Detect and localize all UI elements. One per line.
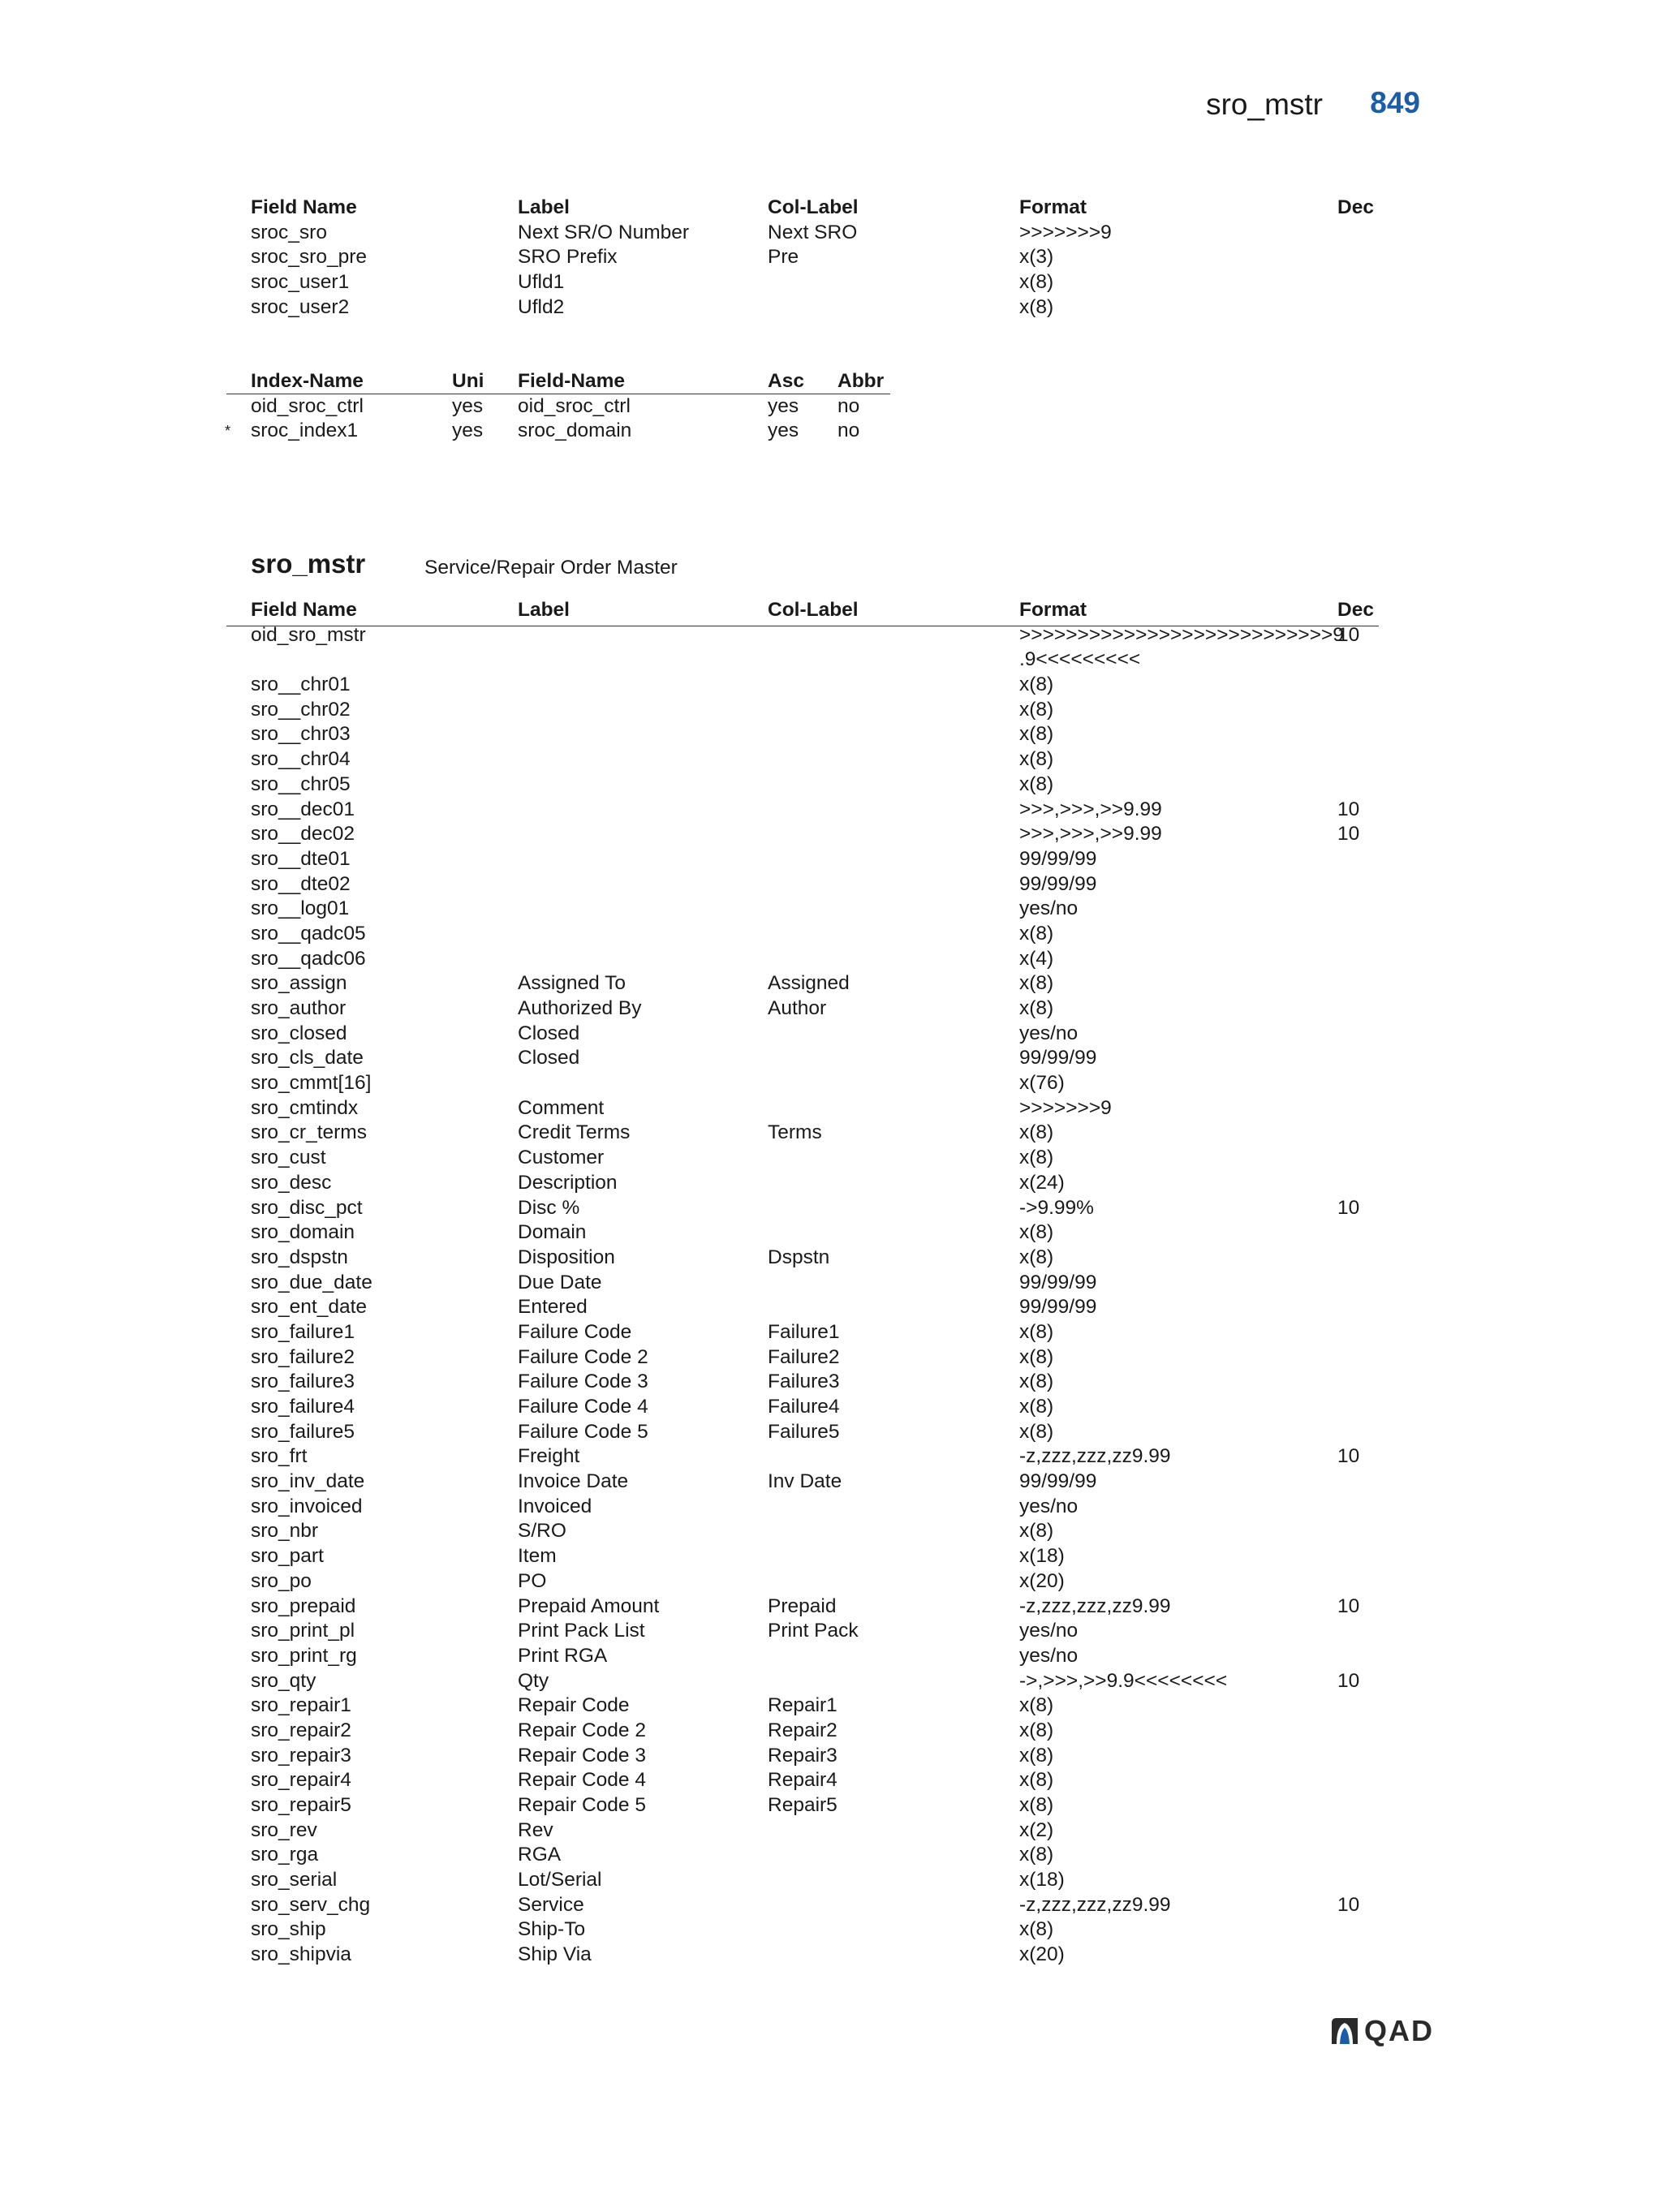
table-row: [0, 1693, 1662, 1719]
cell-uni: yes: [452, 420, 484, 442]
cell-format: x(8): [1019, 1719, 1054, 1741]
cell-col-label: Repair1: [768, 1694, 837, 1717]
cell-format: yes/no: [1019, 897, 1079, 920]
table-row: [0, 221, 1662, 246]
table-row: [0, 798, 1662, 823]
sroc-fields-table: [0, 196, 1662, 320]
cell-label: Lot/Serial: [518, 1869, 602, 1891]
cell-format: x(8): [1019, 1844, 1054, 1866]
cell-field-name: sro_repair2: [251, 1719, 351, 1741]
col-header-field-name: Field-Name: [518, 370, 626, 392]
table-row: [0, 245, 1662, 270]
table-row: [0, 1594, 1662, 1620]
cell-format: x(8): [1019, 1918, 1054, 1941]
cell-field-name: sro__log01: [251, 897, 350, 920]
logo-text: QAD: [1364, 2014, 1434, 2047]
table-row: [0, 1843, 1662, 1868]
cell-field-name: sro_desc: [251, 1171, 332, 1194]
cell-uni: yes: [452, 394, 484, 417]
cell-dec: 10: [1337, 623, 1360, 646]
cell-col-label: Failure1: [768, 1320, 840, 1343]
cell-col-label: Assigned: [768, 972, 850, 995]
cell-col-label: Failure2: [768, 1345, 840, 1368]
table-row: [0, 1370, 1662, 1395]
cell-format: ->,>>>,>>9.9<<<<<<<<: [1019, 1669, 1228, 1692]
cell-label: PO: [518, 1569, 547, 1592]
cell-field-name: sro__chr02: [251, 698, 351, 721]
table-header-row: [0, 196, 1662, 221]
cell-field-name: sro_frt: [251, 1445, 308, 1468]
cell-field-name: sro_dspstn: [251, 1246, 348, 1268]
cell-label: Disposition: [518, 1246, 615, 1268]
cell-field-name: sro__chr03: [251, 723, 351, 746]
col-header-label: Label: [518, 599, 570, 621]
cell-label: Failure Code 5: [518, 1420, 648, 1443]
cell-format: >>>>>>>9: [1019, 1096, 1112, 1119]
cell-label: SRO Prefix: [518, 246, 618, 269]
table-row: [0, 1444, 1662, 1470]
cell-field-name: sro_ship: [251, 1918, 326, 1941]
cell-format: x(8): [1019, 1396, 1054, 1418]
cell-col-label: Inv Date: [768, 1470, 842, 1493]
cell-field-name: sro_repair3: [251, 1744, 351, 1767]
cell-field-name: sro_ent_date: [251, 1296, 368, 1319]
cell-format: >>>>>>>>>>>>>>>>>>>>>>>>>>>9: [1019, 623, 1344, 646]
cell-field-name: sro_cmmt[16]: [251, 1072, 372, 1095]
table-row: [0, 1818, 1662, 1844]
cell-field-name: sro__dte02: [251, 872, 351, 895]
cell-field-name: sroc_sro_pre: [251, 246, 367, 269]
cell-format: x(2): [1019, 1818, 1054, 1841]
table-row: [0, 822, 1662, 847]
cell-field-name: sro_prepaid: [251, 1594, 356, 1617]
cell-dec: 10: [1337, 823, 1360, 846]
cell-label: Authorized By: [518, 997, 642, 1019]
cell-format: x(20): [1019, 1569, 1065, 1592]
cell-format: x(8): [1019, 1694, 1054, 1717]
cell-field-name: oid_sro_mstr: [251, 623, 366, 646]
cell-format: yes/no: [1019, 1495, 1079, 1517]
table-row: [0, 1868, 1662, 1893]
cell-field-name: sro_failure1: [251, 1320, 355, 1343]
table-row: [0, 1071, 1662, 1096]
cell-col-label: Repair5: [768, 1794, 837, 1816]
cell-format: 99/99/99: [1019, 1470, 1097, 1493]
table-row: [0, 1320, 1662, 1345]
cell-format: x(8): [1019, 1246, 1054, 1268]
cell-field-name: sro_serial: [251, 1869, 338, 1891]
cell-field-name: sro_repair1: [251, 1694, 351, 1717]
table-row: [0, 1171, 1662, 1196]
cell-field-name: sroc_user1: [251, 271, 350, 294]
cell-label: Repair Code: [518, 1694, 630, 1717]
col-header-col-label: Col-Label: [768, 599, 859, 621]
table-row: [0, 1619, 1662, 1644]
cell-label: Ufld2: [518, 295, 565, 318]
cell-label: Ufld1: [518, 271, 565, 294]
table-row: [0, 971, 1662, 996]
cell-format: yes/no: [1019, 1022, 1079, 1044]
table-row: [0, 295, 1662, 321]
cell-field-name: sro_print_rg: [251, 1644, 357, 1667]
cell-format: 99/99/99: [1019, 872, 1097, 895]
cell-label: Customer: [518, 1147, 605, 1169]
table-row: [0, 673, 1662, 698]
cell-format: x(8): [1019, 972, 1054, 995]
cell-col-label: Terms: [768, 1121, 822, 1144]
table-row: [0, 847, 1662, 872]
cell-field-name: sro__dte01: [251, 847, 351, 870]
cell-index-name: oid_sroc_ctrl: [251, 394, 364, 417]
table-row: [0, 1420, 1662, 1445]
cell-format: x(8): [1019, 1744, 1054, 1767]
cell-col-label: Failure5: [768, 1420, 840, 1443]
cell-field-name: sroc_user2: [251, 295, 350, 318]
table-description: Service/Repair Order Master: [424, 557, 678, 579]
cell-field-name: sro_print_pl: [251, 1620, 355, 1642]
col-header-dec: Dec: [1337, 599, 1374, 621]
cell-format: 99/99/99: [1019, 847, 1097, 870]
cell-field-name: sro_cr_terms: [251, 1121, 367, 1144]
cell-label: Description: [518, 1171, 618, 1194]
cell-format: x(18): [1019, 1545, 1065, 1568]
qad-logo: [1328, 2014, 1449, 2048]
running-head-table-name: sro_mstr: [1206, 88, 1323, 121]
cell-format: x(8): [1019, 748, 1054, 771]
cell-field-name: sro_invoiced: [251, 1495, 363, 1517]
cell-field-name: sro_serv_chg: [251, 1893, 371, 1916]
cell-field-name: sro_failure4: [251, 1396, 355, 1418]
table-row: [0, 1744, 1662, 1769]
cell-col-label: Print Pack: [768, 1620, 859, 1642]
table-row: [0, 623, 1662, 648]
cell-col-label: Failure3: [768, 1371, 840, 1393]
cell-label: Freight: [518, 1445, 580, 1468]
table-row: [0, 1470, 1662, 1495]
cell-field-name: sro_repair5: [251, 1794, 351, 1816]
col-header-uni: Uni: [452, 370, 484, 392]
cell-label: Invoiced: [518, 1495, 592, 1517]
table-row: [0, 1022, 1662, 1047]
table-row: [0, 1246, 1662, 1271]
cell-field-name: sro_assign: [251, 972, 347, 995]
sro-mstr-fields-table: [0, 598, 1662, 1968]
cell-field-name: sro_closed: [251, 1022, 347, 1044]
cell-format: >>>,>>>,>>9.99: [1019, 823, 1162, 846]
cell-format: -z,zzz,zzz,zz9.99: [1019, 1594, 1171, 1617]
cell-format: x(4): [1019, 947, 1054, 970]
cell-format: x(8): [1019, 698, 1054, 721]
cell-field-name: sro_part: [251, 1545, 324, 1568]
table-row: [0, 1669, 1662, 1694]
cell-format: x(8): [1019, 1345, 1054, 1368]
cell-format-continuation: .9<<<<<<<<<: [1019, 648, 1141, 671]
cell-field-name: sro__qadc06: [251, 947, 366, 970]
cell-col-label: Prepaid: [768, 1594, 837, 1617]
cell-field-name: sro_rev: [251, 1818, 317, 1841]
cell-format: x(24): [1019, 1171, 1065, 1194]
cell-dec: 10: [1337, 1669, 1360, 1692]
index-table: [0, 369, 1662, 444]
cell-field-name: sro_repair4: [251, 1769, 351, 1792]
cell-label: Ship-To: [518, 1918, 586, 1941]
cell-format: x(8): [1019, 271, 1054, 294]
cell-col-label: Next SRO: [768, 221, 858, 243]
cell-field-name: sro_rga: [251, 1844, 319, 1866]
cell-field-name: sro_cls_date: [251, 1047, 364, 1069]
cell-field-name: sro__chr01: [251, 673, 351, 696]
cell-format: x(20): [1019, 1943, 1065, 1966]
cell-field-name: sro_cmtindx: [251, 1096, 359, 1119]
index-row: [0, 394, 1662, 420]
cell-label: Domain: [518, 1221, 587, 1244]
cell-field-name: sro__qadc05: [251, 922, 366, 945]
cell-label: Closed: [518, 1047, 580, 1069]
cell-field-name: sro_disc_pct: [251, 1196, 363, 1219]
cell-label: Item: [518, 1545, 557, 1568]
cell-format: >>>,>>>,>>9.99: [1019, 798, 1162, 820]
cell-format: x(8): [1019, 772, 1054, 795]
table-row: [0, 1719, 1662, 1744]
cell-label: Service: [518, 1893, 584, 1916]
cell-field-name: sro_failure2: [251, 1345, 355, 1368]
table-row: [0, 1121, 1662, 1146]
cell-label: Repair Code 3: [518, 1744, 646, 1767]
cell-field-name: sro_failure5: [251, 1420, 355, 1443]
table-row: [0, 1295, 1662, 1320]
table-row: [0, 698, 1662, 723]
cell-label: Due Date: [518, 1271, 602, 1293]
cell-format: yes/no: [1019, 1620, 1079, 1642]
cell-field-name: sroc_sro: [251, 221, 327, 243]
cell-format: x(8): [1019, 1221, 1054, 1244]
col-header-field-name: Field Name: [251, 196, 357, 218]
cell-label: Repair Code 2: [518, 1719, 646, 1741]
table-row: [0, 747, 1662, 772]
cell-col-label: Pre: [768, 246, 799, 269]
cell-field-name: oid_sroc_ctrl: [518, 394, 631, 417]
cell-format: x(8): [1019, 1147, 1054, 1169]
cell-format: x(8): [1019, 673, 1054, 696]
table-row: [0, 1271, 1662, 1296]
table-row: [0, 1544, 1662, 1569]
table-row: [0, 947, 1662, 972]
cell-field-name: sro_qty: [251, 1669, 316, 1692]
table-header-row: [0, 598, 1662, 623]
cell-field-name: sroc_domain: [518, 420, 632, 442]
cell-label: Repair Code 5: [518, 1794, 646, 1816]
cell-format: x(3): [1019, 246, 1054, 269]
table-row: [0, 722, 1662, 747]
page-number: 849: [1370, 86, 1420, 119]
col-header-dec: Dec: [1337, 196, 1374, 218]
table-row: [0, 897, 1662, 922]
cell-label: Prepaid Amount: [518, 1594, 660, 1617]
table-row: [0, 872, 1662, 897]
cell-col-label: Repair4: [768, 1769, 837, 1792]
col-header-format: Format: [1019, 196, 1087, 218]
table-row: [0, 1893, 1662, 1918]
table-row: [0, 1146, 1662, 1171]
cell-format: x(76): [1019, 1072, 1065, 1095]
cell-col-label: Repair2: [768, 1719, 837, 1741]
col-header-col-label: Col-Label: [768, 196, 859, 218]
cell-format: 99/99/99: [1019, 1296, 1097, 1319]
cell-label: Comment: [518, 1096, 605, 1119]
cell-field-name: sro__chr05: [251, 772, 351, 795]
cell-field-name: sro_shipvia: [251, 1943, 351, 1966]
cell-dec: 10: [1337, 798, 1360, 820]
cell-dec: 10: [1337, 1893, 1360, 1916]
cell-label: RGA: [518, 1844, 562, 1866]
cell-field-name: sro_failure3: [251, 1371, 355, 1393]
cell-label: Repair Code 4: [518, 1769, 646, 1792]
table-row: [0, 1220, 1662, 1246]
table-row: [0, 1046, 1662, 1071]
cell-format: x(8): [1019, 1520, 1054, 1543]
cell-abbr: no: [837, 420, 860, 442]
cell-label: Assigned To: [518, 972, 626, 995]
index-header-row: [0, 369, 1662, 394]
table-row-continuation: [0, 648, 1662, 673]
cell-col-label: Repair3: [768, 1744, 837, 1767]
cell-label: Ship Via: [518, 1943, 592, 1966]
cell-field-name: sro_po: [251, 1569, 312, 1592]
table-row: [0, 996, 1662, 1022]
cell-format: 99/99/99: [1019, 1047, 1097, 1069]
col-header-field-name: Field Name: [251, 599, 357, 621]
cell-format: x(18): [1019, 1869, 1065, 1891]
primary-index-marker: *: [225, 423, 231, 440]
cell-col-label: Failure4: [768, 1396, 840, 1418]
table-row: [0, 1917, 1662, 1943]
cell-format: x(8): [1019, 1121, 1054, 1144]
cell-label: Disc %: [518, 1196, 580, 1219]
table-row: [0, 1644, 1662, 1669]
cell-format: 99/99/99: [1019, 1271, 1097, 1293]
cell-format: x(8): [1019, 997, 1054, 1019]
col-header-label: Label: [518, 196, 570, 218]
cell-field-name: sro_inv_date: [251, 1470, 365, 1493]
cell-col-label: Dspstn: [768, 1246, 830, 1268]
cell-label: Entered: [518, 1296, 588, 1319]
cell-format: x(8): [1019, 922, 1054, 945]
table-row: [0, 922, 1662, 947]
cell-label: Invoice Date: [518, 1470, 629, 1493]
index-row: [0, 419, 1662, 444]
cell-format: >>>>>>>9: [1019, 221, 1112, 243]
cell-format: ->9.99%: [1019, 1196, 1094, 1219]
cell-format: -z,zzz,zzz,zz9.99: [1019, 1445, 1171, 1468]
cell-asc: yes: [768, 394, 799, 417]
cell-format: x(8): [1019, 1769, 1054, 1792]
cell-field-name: sro__dec02: [251, 823, 355, 846]
qad-logo-icon: [1328, 2015, 1361, 2047]
cell-field-name: sro_nbr: [251, 1520, 319, 1543]
cell-dec: 10: [1337, 1445, 1360, 1468]
cell-label: Qty: [518, 1669, 549, 1692]
table-row: [0, 1495, 1662, 1520]
table-row: [0, 270, 1662, 295]
cell-format: x(8): [1019, 295, 1054, 318]
col-header-asc: Asc: [768, 370, 804, 392]
cell-format: yes/no: [1019, 1644, 1079, 1667]
cell-index-name: sroc_index1: [251, 420, 359, 442]
col-header-abbr: Abbr: [837, 370, 885, 392]
cell-label: Closed: [518, 1022, 580, 1044]
cell-field-name: sro_author: [251, 997, 347, 1019]
cell-field-name: sro_due_date: [251, 1271, 372, 1293]
cell-format: x(8): [1019, 723, 1054, 746]
cell-label: Print Pack List: [518, 1620, 645, 1642]
page-header: [0, 88, 1662, 136]
cell-label: Next SR/O Number: [518, 221, 690, 243]
table-row: [0, 1569, 1662, 1594]
cell-field-name: sro_domain: [251, 1221, 355, 1244]
table-row: [0, 1345, 1662, 1371]
table-row: [0, 1793, 1662, 1818]
cell-dec: 10: [1337, 1594, 1360, 1617]
cell-format: x(8): [1019, 1371, 1054, 1393]
cell-format: x(8): [1019, 1320, 1054, 1343]
table-row: [0, 1768, 1662, 1793]
cell-dec: 10: [1337, 1196, 1360, 1219]
cell-label: Failure Code: [518, 1320, 632, 1343]
cell-field-name: sro__dec01: [251, 798, 355, 820]
cell-label: Credit Terms: [518, 1121, 631, 1144]
cell-label: Failure Code 2: [518, 1345, 648, 1368]
table-row: [0, 772, 1662, 798]
cell-label: Failure Code 3: [518, 1371, 648, 1393]
col-header-format: Format: [1019, 599, 1087, 621]
cell-format: x(8): [1019, 1794, 1054, 1816]
cell-label: S/RO: [518, 1520, 566, 1543]
table-row: [0, 1943, 1662, 1968]
cell-label: Print RGA: [518, 1644, 608, 1667]
cell-format: -z,zzz,zzz,zz9.99: [1019, 1893, 1171, 1916]
cell-format: x(8): [1019, 1420, 1054, 1443]
cell-col-label: Author: [768, 997, 827, 1019]
table-title: sro_mstr: [251, 549, 366, 579]
cell-label: Failure Code 4: [518, 1396, 648, 1418]
cell-label: Rev: [518, 1818, 553, 1841]
col-header-index-name: Index-Name: [251, 370, 364, 392]
table-row: [0, 1096, 1662, 1121]
cell-abbr: no: [837, 394, 860, 417]
table-row: [0, 1196, 1662, 1221]
cell-field-name: sro_cust: [251, 1147, 326, 1169]
cell-asc: yes: [768, 420, 799, 442]
table-row: [0, 1395, 1662, 1420]
table-row: [0, 1519, 1662, 1544]
cell-field-name: sro__chr04: [251, 748, 351, 771]
